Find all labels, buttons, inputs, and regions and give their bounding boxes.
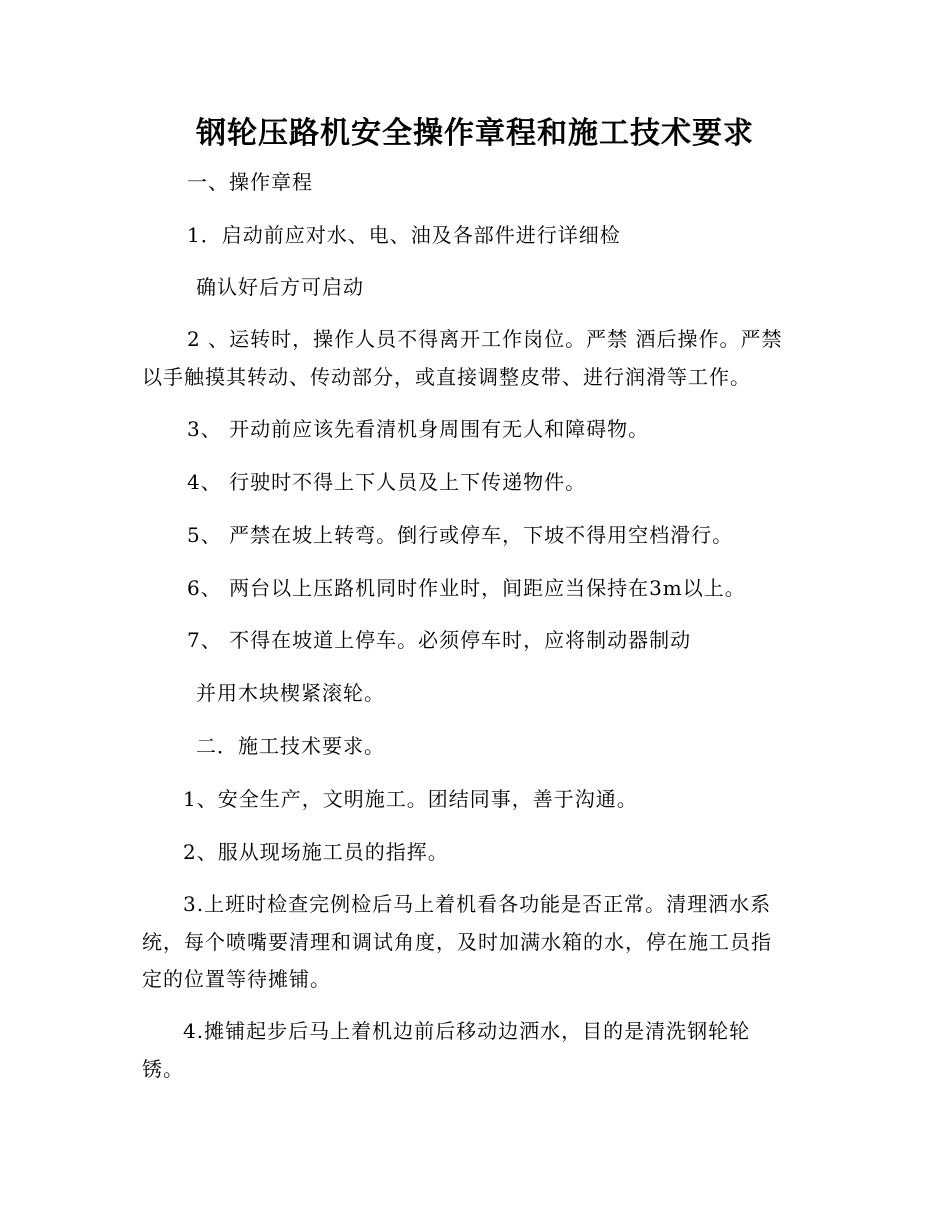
requirement-item-4-line-1: 4.摊铺起步后马上着机边前后移动边洒水，目的是清洗钢轮轮	[183, 1019, 751, 1043]
requirement-item-3-line-3: 定的位置等待摊铺。	[142, 967, 331, 991]
rule-item-7-line-1: 7、 不得在坡道上停车。必须停车时，应将制动器制动	[187, 628, 692, 652]
document-title: 钢轮压路机安全操作章程和施工技术要求	[196, 116, 754, 151]
rule-item-1-line-2: 确认好后方可启动	[196, 275, 364, 299]
requirement-item-4-line-2: 锈。	[142, 1057, 184, 1081]
rule-item-3: 3、 开动前应该先看清机身周围有无人和障碍物。	[187, 417, 650, 441]
rule-item-2-line-2: 以手触摸其转动、传动部分，或直接调整皮带、进行润滑等工作。	[142, 365, 751, 389]
rule-item-1-line-1: 1．启动前应对水、电、油及各部件进行详细检	[187, 223, 621, 247]
rule-item-4: 4、 行驶时不得上下人员及上下传递物件。	[187, 470, 587, 494]
requirement-item-1: 1、安全生产，文明施工。团结同事，善于沟通。	[183, 787, 638, 811]
rule-item-6: 6、 两台以上压路机同时作业时，间距应当保持在3m以上。	[187, 576, 746, 600]
section-heading-technical-requirements: 二．施工技术要求。	[196, 734, 385, 758]
rule-item-7-line-2: 并用木块楔紧滚轮。	[196, 681, 385, 705]
requirement-item-3-line-2: 统，每个喷嘴要清理和调试角度，及时加满水箱的水，停在施工员指	[142, 930, 772, 954]
section-heading-operating-rules: 一、操作章程	[187, 170, 313, 194]
rule-item-2-line-1: 2 、运转时，操作人员不得离开工作岗位。严禁 酒后操作。严禁	[187, 327, 783, 351]
requirement-item-2: 2、服从现场施工员的指挥。	[183, 840, 449, 864]
requirement-item-3-line-1: 3.上班时检查完例检后马上着机看各功能是否正常。清理洒水系	[183, 892, 772, 916]
rule-item-5: 5、 严禁在坡上转弯。倒行或停车，下坡不得用空档滑行。	[187, 523, 734, 547]
